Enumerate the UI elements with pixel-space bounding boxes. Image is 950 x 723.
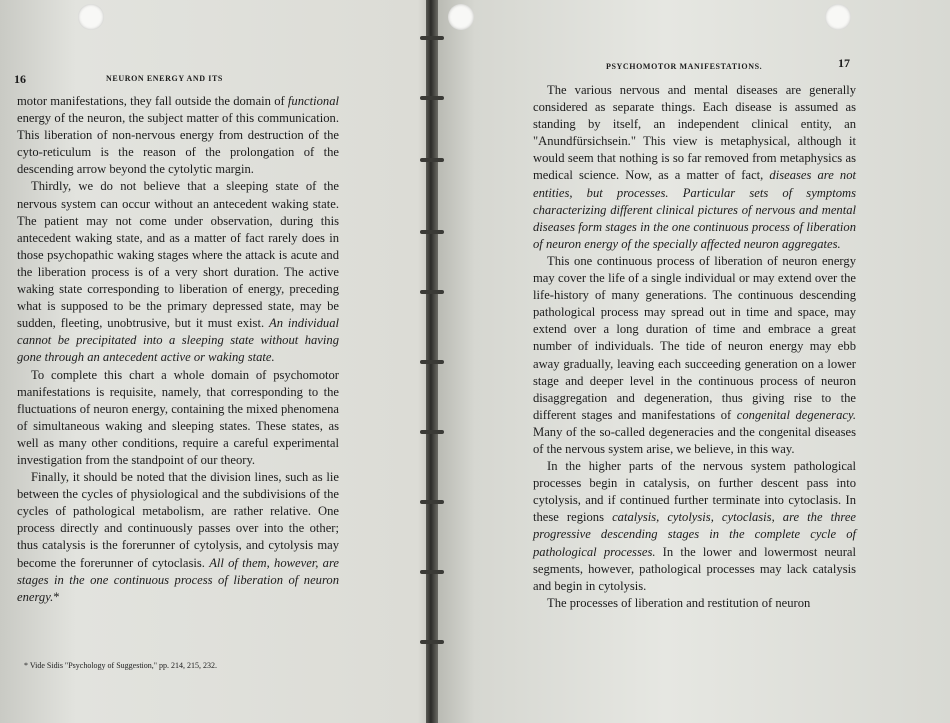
text: The various nervous and mental diseases are generally considered as separate things. Each disease is assumed as standing by itself, an independent clinical entity, an "Anundfürsichsein." This view is metaphysical, although it would seem that nothing is so far removed from metaphysics as medical science. Now, as a matter of fact, — [533, 83, 856, 183]
paragraph: The processes of liberation and restitution of neuron — [547, 595, 811, 610]
text: In the lower and lowermost neural segments, however, pathological processes may lack catalysis and begin in cytolysis. — [533, 544, 856, 593]
binding-stitch — [420, 96, 444, 100]
punch-hole — [448, 4, 474, 30]
running-head-right: PSYCHOMOTOR MANIFESTATIONS. — [606, 62, 763, 71]
text: * — [53, 589, 60, 604]
binding-stitch — [420, 500, 444, 504]
running-head-left: NEURON ENERGY AND ITS — [106, 74, 223, 83]
footnote: * Vide Sidis "Psychology of Suggestion," pp. 214, 215, 232. — [24, 661, 218, 670]
binding-stitch — [420, 158, 444, 162]
italic-text: functional — [287, 94, 339, 108]
binding-stitch — [420, 430, 444, 434]
italic-text: An individual cannot be precipitated into a sleeping state without having gone through an antecedent active or waking state. — [17, 316, 339, 365]
paragraph — [533, 82, 856, 253]
italic-text: diseases are not entities, but processes. Particular sets of symptoms characterizing different clinical pictures of nervous and mental diseases form stages in the one continuous process of liberation of neuron energy of the specially affected neuron aggregates. — [533, 168, 857, 251]
binding-stitch — [420, 230, 444, 234]
paragraph: To complete this chart a whole domain of psychomotor manifestations is requisite, namely, that corresponding to the fluctuations of neuron energy, containing the mixed phenomena of simultaneous waking and sleeping states. These states, as well as many other conditions, require a careful experimental investigation from the standpoint of our theory. — [17, 367, 339, 467]
italic-text: All of them, however, are stages in the one continuous process of liberation of neuron energy. — [17, 555, 339, 604]
paragraph — [533, 458, 856, 595]
text: Finally, it should be noted that the division lines, such as lie between the cycles of physiological and the subdivisions of the cycles of pathological metabolism, are rather relative. One process directly and continuously passes over into the other; thus catalysis is the forerunner of cytolysis, and cytolysis may become the forerunner of cytoclasis. — [17, 470, 339, 570]
binding-stitch — [420, 640, 444, 644]
paragraph — [17, 93, 339, 178]
paragraph — [533, 253, 856, 458]
binding-stitch — [420, 290, 444, 294]
binding-stitch — [420, 36, 444, 40]
text: In the higher parts of the nervous system pathological processes begin in catalysis, on further descent pass into cytolysis, and if continued further terminate into cytoclasis. In these regions — [533, 459, 856, 525]
paragraph — [17, 178, 339, 366]
text: energy of the neuron, the subject matter of this communication. This liberation of non-nervous energy from destruction of the cyto-reticulum is the reason of the prolongation of the descending arrow beyond the cytolytic margin. — [17, 111, 339, 177]
page-number-right: 17 — [838, 56, 850, 70]
italic-text: congenital degeneracy. — [736, 407, 856, 422]
text: Thirdly, we do not believe that a sleeping state of the nervous system can occur without an antecedent waking state. The patient may not come under observation, during this antecedent waking state, and as a matter of fact rarely does in those psychopathic waking stages where the attack is acute and the liberation process is of a very short duration. The active waking state corresponding to liberation of energy, preceding what is supposed to be the primary depressed state, may be sudden, fleeting, unobtrusive, but it must exist. — [17, 179, 339, 331]
italic-text: catalysis, cytolysis, cytoclasis, are the three progressive descending stages in the complete cycle of pathological processes. — [533, 510, 856, 559]
page-number-left: 16 — [14, 72, 26, 86]
paragraph — [17, 469, 339, 606]
text: Many of the so-called degeneracies and the congenital diseases of the nervous system arise, we believe, in this way. — [533, 424, 856, 456]
left-page-body — [17, 93, 339, 606]
punch-hole — [78, 4, 104, 30]
right-page-body — [533, 82, 856, 612]
text: This one continuous process of liberation of neuron energy may cover the life of a single individual or may extend over the life-history of many generations. The continuous descending pathological process may spread out in time and space, may extend over a long duration of time and embrace a great number of individuals. The tide of neuron energy may ebb away gradually, leaving each succeeding generation on a lower stage and deeper level in the continuous process of neuron disaggregation and degeneration, thus giving rise to the different stages and manifestations of — [533, 253, 856, 422]
binding-stitch — [420, 360, 444, 364]
binding-stitch — [420, 570, 444, 574]
text: motor manifestations, they fall outside the domain of — [17, 94, 288, 108]
punch-hole — [825, 4, 851, 30]
